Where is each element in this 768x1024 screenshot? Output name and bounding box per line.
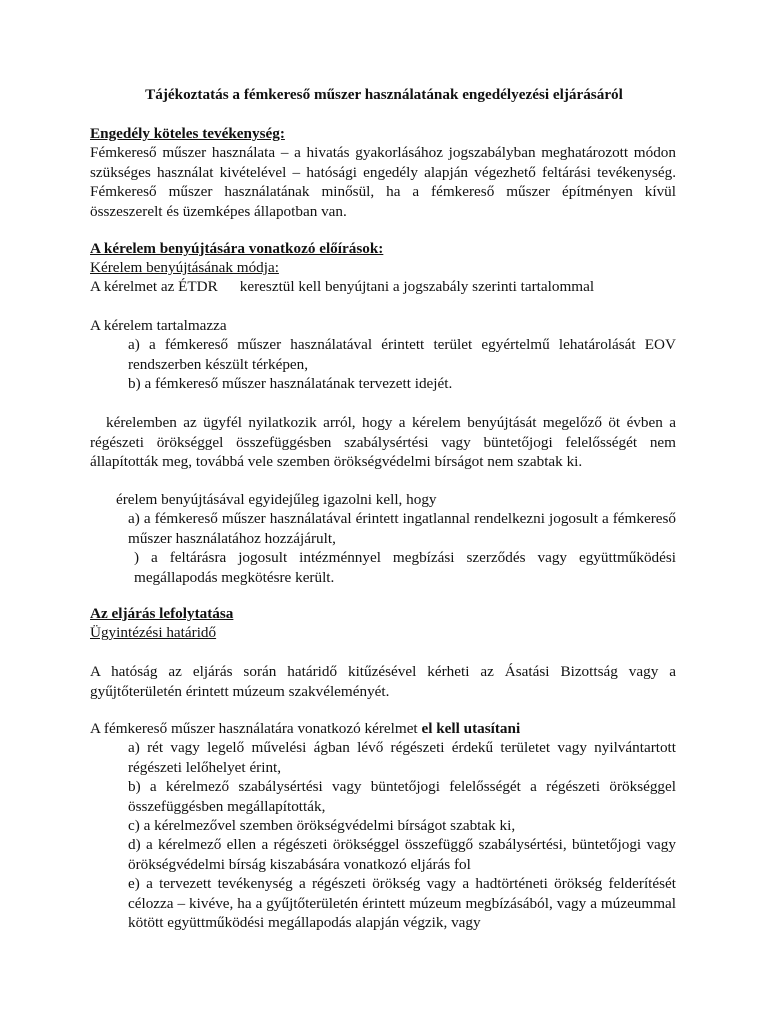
proof-lead: érelem benyújtásával egyidejűleg igazolni kell, hogy	[116, 491, 437, 508]
proof-item-b: ) a feltárásra jogosult intézménnyel megbízási szerződés vagy együttműködési megállapodás megkötésre került.	[134, 549, 676, 586]
section-heading-permit: Engedély köteles tevékenység:	[90, 125, 285, 142]
rejection-item-e: e) a tervezett tevékenység a régészeti örökség vagy a hadtörténeti örökség felderítését célozza – kivéve, ha a gyűjtőterületén érintett múzeum megbízásából, vagy a múzeummal kötött együttműködési megállapodás alapján végzik, vagy	[128, 875, 676, 931]
rejection-lead	[90, 719, 676, 739]
rejection-item-d: d) a kérelmező ellen a régészeti örökséggel összefüggő szabálysértési, büntetőjogi vagy örökségvédelmi bírság kiszabására vonatkozó eljárás fol	[128, 836, 676, 873]
submission-method-line	[90, 277, 676, 297]
permit-paragraph: Fémkereső műszer használata – a hivatás gyakorlásához jogszabályban meghatározott módon szükséges használat kivételével – hatósági engedély alapján végezhető feltárási tevékenység. Fémkereső műszer használatának minősül, ha a fémkereső műszer építményen kívül összeszerelt és üzemképes állapotban van.	[90, 144, 676, 220]
request-item-a: a) a fémkereső műszer használatával érintett terület egyértelmű lehatárolását EOV rendszerben készült térképen,	[128, 336, 676, 373]
rejection-lead-text: A fémkereső műszer használatára vonatkozó kérelmet	[90, 720, 422, 737]
section-heading-procedure: Az eljárás lefolytatása	[90, 605, 234, 622]
declaration-paragraph: kérelemben az ügyfél nyilatkozik arról, hogy a kérelem benyújtását megelőző öt évben a régészeti örökséggel összefüggésben szabálysértési vagy büntetőjogi felelősségét nem állapították meg, továbbá vele szemben örökségvédelmi bírságot nem szabtak ki.	[90, 414, 676, 470]
section-heading-submission: A kérelem benyújtására vonatkozó előírások:	[90, 240, 384, 257]
request-contains-label: A kérelem tartalmazza	[90, 317, 227, 334]
rejection-item-c: c) a kérelmezővel szemben örökségvédelmi bírságot szabtak ki,	[128, 817, 516, 834]
submission-line-part-b: keresztül kell benyújtani a jogszabály szerinti tartalommal	[239, 278, 595, 295]
rejection-item-b: b) a kérelmező szabálysértési vagy büntetőjogi felelősségét a régészeti örökséggel összefüggésben megállapították,	[128, 778, 676, 815]
request-item-b: b) a fémkereső műszer használatának tervezett idejét.	[128, 375, 453, 392]
submission-method-subheading: Kérelem benyújtásának módja:	[90, 259, 279, 276]
rejection-lead-bold: el kell utasítani	[421, 720, 521, 737]
deadline-subheading: Ügyintézési határidő	[90, 624, 217, 641]
procedure-paragraph: A hatóság az eljárás során határidő kitűzésével kérheti az Ásatási Bizottság vagy a gyűjtőterületén érintett múzeum szakvéleményét.	[90, 663, 676, 700]
document-title: Tájékoztatás a fémkereső műszer használatának engedélyezési eljárásáról	[145, 86, 623, 103]
proof-item-a: a) a fémkereső műszer használatával érintett ingatlannal rendelkezni jogosult a fémkereső műszer használatához hozzájárult,	[128, 510, 676, 547]
rejection-item-a: a) rét vagy legelő művelési ágban lévő régészeti érdekű területet vagy nyilvántartott régészeti lelőhelyet érint,	[128, 739, 676, 776]
submission-line-part-a: A kérelmet az ÉTDR	[90, 278, 218, 295]
